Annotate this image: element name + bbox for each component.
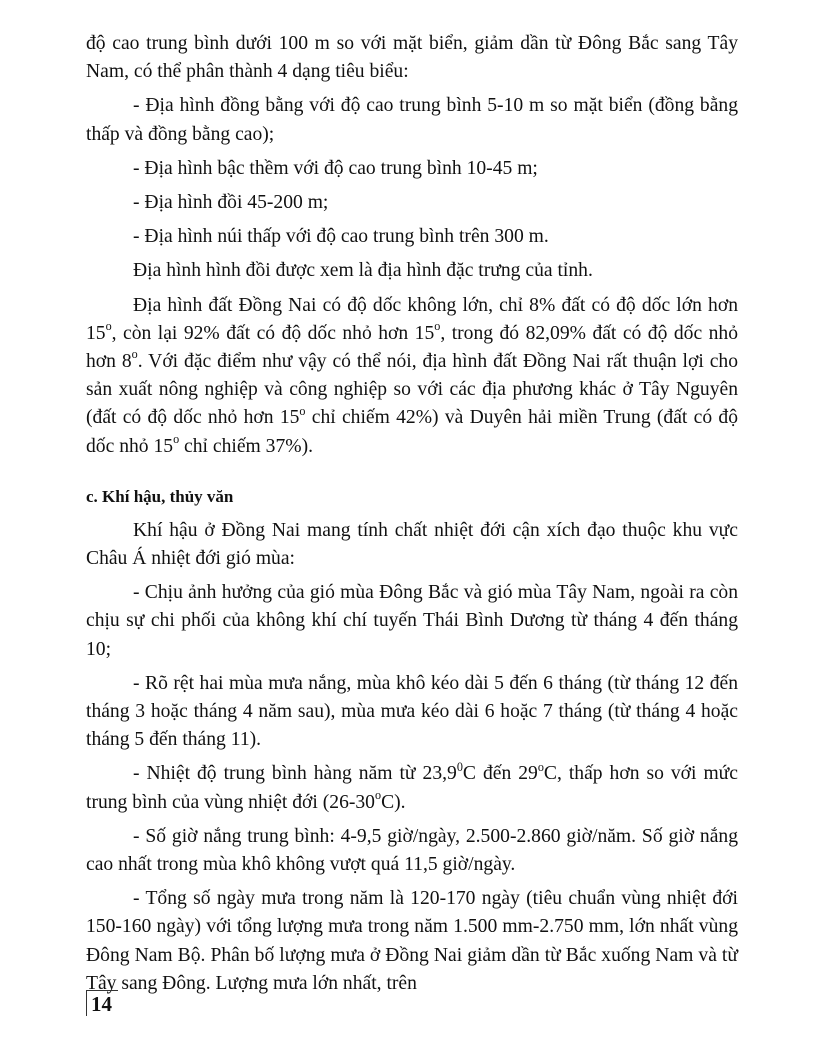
paragraph-climate-intro: Khí hậu ở Đồng Nai mang tính chất nhiệt đới cận xích đạo thuộc khu vực Châu Á nhiệt đới gió mùa: [86, 519, 738, 570]
list-item-low-mountain-terrain: - Địa hình núi thấp với độ cao trung bình trên 300 m. [133, 226, 549, 248]
list-item-hill-terrain: - Địa hình đồi 45-200 m; [133, 192, 329, 214]
list-item-rainfall: - Tổng số ngày mưa trong năm là 120-170 ngày (tiêu chuẩn vùng nhiệt đới 150-160 ngày) với tổng lượng mưa trong năm 1.500 mm-2.750 mm, lớn nhất vùng Đông Nam Bộ. Phân bố lượng mưa ở Đồng Nai giảm dần từ Bắc xuống Nam và từ Tây sang Đông. Lượng mưa lớn nhất, trên [86, 888, 738, 994]
section-heading-climate: c. Khí hậu, thủy văn [86, 486, 234, 506]
list-item-temperature: - Nhiệt độ trung bình hàng năm từ 23,9$^0$C đến 29$^o$C, thấp hơn so với mức trung bình của vùng nhiệt đới (26-30$^o$C). [86, 759, 739, 813]
list-item-plain-terrain: - Địa hình đồng bằng với độ cao trung bình 5-10 m so mặt biển (đồng bằng thấp và đồng bằng cao); [86, 95, 738, 145]
list-item-monsoon: - Chịu ảnh hưởng của gió mùa Đông Bắc và gió mùa Tây Nam, ngoài ra còn chịu sự chi phối của không khí chí tuyến Thái Bình Dương từ tháng 4 đến tháng 10; [86, 582, 738, 660]
list-item-sunshine: - Số giờ nắng trung bình: 4-9,5 giờ/ngày, 2.500-2.860 giờ/năm. Số giờ nắng cao nhất trong mùa khô không vượt quá 11,5 giờ/ngày. [86, 825, 738, 876]
list-item-terrace-terrain: - Địa hình bậc thềm với độ cao trung bình 10-45 m; [133, 157, 538, 179]
paragraph-slope: Địa hình đất Đồng Nai có độ dốc không lớn, chỉ 8% đất có độ dốc lớn hơn 15$^o$, còn lại 92% đất có độ dốc nhỏ hơn 15$^o$, trong đó 82,09% đất có độ dốc nhỏ hơn 8$^o$. Với đặc điểm như vậy có thể nói, địa hình đất Đồng Nai rất thuận lợi cho sản xuất nông nghiệp và công nghiệp so với các địa phương khác ở Tây Nguyên (đất có độ dốc nhỏ hơn 15$^o$ chỉ chiếm 42%) và Duyên hải miền Trung (đất có độ dốc nhỏ 15$^o$ chỉ chiếm 37%). [86, 294, 738, 457]
paragraph-terrain-intro: độ cao trung bình dưới 100 m so với mặt biển, giảm dần từ Đông Bắc sang Tây Nam, có thể phân thành 4 dạng tiêu biểu: [86, 33, 738, 83]
page-number: 14 [86, 990, 118, 1016]
list-item-seasons: - Rõ rệt hai mùa mưa nắng, mùa khô kéo dài 5 đến 6 tháng (từ tháng 12 đến tháng 3 hoặc tháng 4 năm sau), mùa mưa kéo dài 6 hoặc 7 tháng (từ tháng 4 hoặc tháng 5 đến tháng 11). [86, 672, 738, 751]
paragraph-terrain-characteristic: Địa hình hình đồi được xem là địa hình đặc trưng của tỉnh. [133, 260, 593, 282]
page-body [86, 30, 738, 998]
